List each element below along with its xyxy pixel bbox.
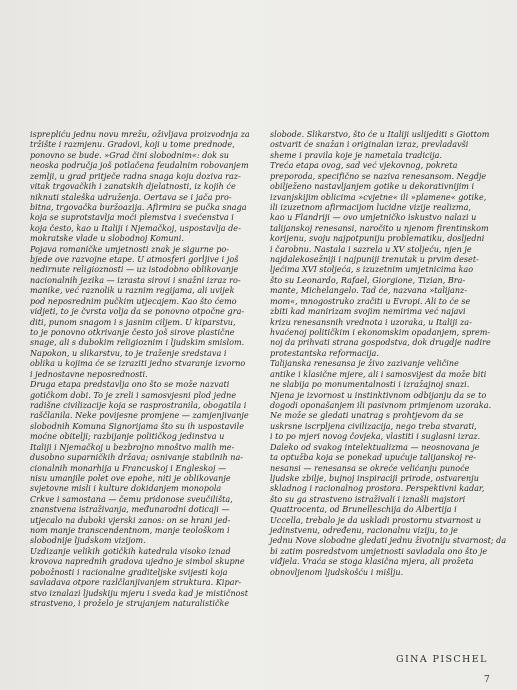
text-line: izvanjskijim oblicima »cvjetne« ili »plamene« gotike, bbox=[270, 192, 487, 202]
text-line: skladnog i racionalnog prostora. Perspektivni kadar, bbox=[270, 484, 485, 494]
text-line: i jednostavne neposrednosti. bbox=[30, 369, 148, 379]
text-line: jedinstvenu, određenu, racionalnu viziju, to je bbox=[270, 526, 458, 536]
text-line: Talijanska renesansa je živo zazivanje veličine bbox=[270, 359, 459, 369]
text-line: oblika u kojima će se izraziti jedno stvaranje izvorno bbox=[30, 359, 246, 369]
text-line: protestantska reformacija. bbox=[270, 348, 379, 358]
text-line: nom manje transcendentnom, manje teološkom i bbox=[30, 526, 230, 536]
text-line: gotičkom dobi. To je zreli i samosvjesni plod jedne bbox=[30, 390, 237, 400]
text-line: što su Leonardo, Rafael, Giorgione, Tizian, Bra- bbox=[270, 275, 466, 285]
text-line: radišne civilizacije koja se rasprostranila, obogatila i bbox=[30, 400, 247, 410]
text-line: koja se suprotstavlja moći plemstva i svećenstva i bbox=[30, 213, 234, 223]
text-line: to je ponovno otkrivanje često još sirove plastične bbox=[30, 328, 235, 338]
text-line: znanstvena istraživanja, međunarodni doticaji — bbox=[30, 505, 230, 515]
text-line: pobožnosti i racionalne graditeljske svijesti koja bbox=[30, 567, 228, 577]
text-line: bi zatim posredstvom umjetnosti savladala ono što je bbox=[270, 546, 488, 556]
text-line: ili izuzetnom afirmacijom lucidne vizije realizma, bbox=[270, 202, 471, 212]
text-line: raščlanila. Neke povijesne promjene — zamjenjivanje bbox=[30, 411, 249, 421]
text-line: strastveno, i proželo je strujanjem naturalističke bbox=[30, 598, 230, 608]
text-line: koja često, kao u Italiji i Njemačkoj, uspostavlja de- bbox=[30, 223, 241, 233]
text-line: obnovljenom ljudskošću i mišlju. bbox=[270, 567, 404, 577]
text-line: korijenu, svoju najpotpuniju problematiku, dosljedni bbox=[270, 234, 485, 244]
text-line: neoska područja još potlačena feudalnim robovanjem bbox=[30, 161, 249, 171]
text-line: nesansi — renesansa se okreće velićanju punoće bbox=[270, 463, 470, 473]
text-line: svjetovne misli i kulture dokidanjem monopola bbox=[30, 484, 222, 494]
text-line: dogodi oponašanjem ili pasivnom primjenom uzoraka. bbox=[270, 400, 492, 410]
text-line: Druga etapa predstavlja ono što se može nazvati bbox=[30, 380, 230, 390]
text-line: krovova naprednih gradova ujedno je simbol skupne bbox=[30, 557, 245, 567]
text-line: Napokon, u slikarstvu, to je traženje sredstava i bbox=[30, 348, 227, 358]
text-line: zemlji, u grad pritječe radna snaga koju doziva raz- bbox=[30, 171, 241, 181]
text-line: Uccella, trebalo je da uskladi prostornu stvarnost u bbox=[270, 515, 482, 525]
text-line: mokratske vlade u slobodnoj Komuni. bbox=[30, 234, 184, 244]
text-line: niknuti staleška udruženja. Oertava se i jača pro- bbox=[30, 192, 232, 202]
text-line: ljećima XVI stoljeća, s izuzetnim umjetnicima kao bbox=[270, 265, 474, 275]
page-number: 7 bbox=[484, 675, 490, 685]
text-line: pod neposrednim pučkim utjecajem. Kao što ćemo bbox=[30, 296, 237, 306]
text-line: snage, ali s dubokim religioznim i ljudskim smislom. bbox=[30, 338, 245, 348]
text-line: mante, Michelangelo. Tad će, nazvana »talijanz- bbox=[270, 286, 468, 296]
text-line: bitna, trgovačka buržoazija. Afirmira se pučka snaga bbox=[30, 202, 247, 212]
text-line: slobodnije ljudskom vizijom. bbox=[30, 536, 146, 546]
text-line: ta optužba koja se ponekad upućuje talijanskoj re- bbox=[270, 453, 476, 463]
text-line: nisu umanjile polet ove epohe, niti je oblikovanje bbox=[30, 473, 231, 483]
text-line: Quattrocenta, od Brunelleschija do Albertija i bbox=[270, 505, 457, 515]
text-line: vitak trgovačkih i zanatskih djelatnosti, iz kojih će bbox=[30, 182, 236, 192]
text-line: Italiji i Njemačkoj u bezbrojno mnoštvo malih me- bbox=[30, 442, 235, 452]
text-line: hvaćenoj političkim i ekonomskim opadanjem, sprem- bbox=[270, 328, 491, 338]
text-line: ne slabija po monumentalnosti i izražajnoj snazi. bbox=[270, 380, 470, 390]
text-line: savladava otpore razlčlanjivanjem struktura. Kipar- bbox=[30, 578, 242, 588]
text-line: cionalnih monarhija u Francuskoj i Engleskoj — bbox=[30, 463, 227, 473]
text-line: slobodnih Komuna Signorijama što su ih uspostavile bbox=[30, 421, 245, 431]
text-line: ljudske zbilje, bujnoj inspiraciji prirode, ostvarenju bbox=[270, 473, 479, 483]
text-line: stvo iznalazi ljudskiju mjeru i sveda kad je mističnost bbox=[30, 588, 248, 598]
text-line: nacionalnih jezika — izrasta sirovi i snažni izraz ro- bbox=[30, 275, 241, 285]
text-line: moćne obitelji; razbijanje političkog jedinstva u bbox=[30, 432, 225, 442]
text-line: utjecalo na duboki vjerski zanos: on se hrani jed- bbox=[30, 515, 231, 525]
text-line: bjede ove razvojne etape. U atmosferi gorljive i još bbox=[30, 255, 239, 265]
text-line: krizu renesansnih vrednota i uzoraka, u Italiji za- bbox=[270, 317, 472, 327]
text-line: zbiti kad manirizam svojim nemirima već najavi bbox=[270, 307, 466, 317]
text-line: i to po mjeri novog čovjeka, vlastiti i suglasni izraz. bbox=[270, 432, 481, 442]
text-line: kao u Flandriji — ovo umjetničko iskustvo nalazi u bbox=[270, 213, 477, 223]
text-line: nedirnute religioznosti — uz istodobno oblikovanje bbox=[30, 265, 239, 275]
text-line: obilježeno nastavljanjem gotike u dekorativnijim i bbox=[270, 182, 475, 192]
text-line: Uzdizanje velikih gotičkih katedrala visoko iznad bbox=[30, 546, 231, 556]
text-line: ponovno se bude. »Grad čini slobodnim«: dok su bbox=[30, 150, 229, 160]
text-line: manike, već raznolik u raznim regijama, ali uvijek bbox=[30, 286, 235, 296]
text-line: antike i klasične mjere, ali i samosvijest da može biti bbox=[270, 369, 487, 379]
text-line: Treća etapa ovog, sad već vjekovnog, pokreta bbox=[270, 161, 458, 171]
text-line: viđjela. Vraća se stoga klasična mjera, ali prožeta bbox=[270, 557, 474, 567]
text-line: Crkve i samostana — čemu pridonose sveučilišta, bbox=[30, 494, 233, 504]
text-line: slobode. Slikarstvo, što će u Italiji uslijediti s Giottom bbox=[270, 130, 490, 139]
text-line: tržište i razmjenu. Gradovi, koji u tome prednode, bbox=[30, 140, 235, 150]
text-line: Daleko od svakog intelektualizma — neosnovana je bbox=[270, 442, 480, 452]
text-line: Ne može se gledati unatrag s prohtjevom da se bbox=[270, 411, 464, 421]
text-line: uskrsne iscrpljena civilizacija, nego treba stvarati, bbox=[270, 421, 477, 431]
text-line: sheme i pravila koje je nametala tradicija. bbox=[270, 150, 443, 160]
text-line: dusobno suparničkih država; osnivanje stabilnih na- bbox=[30, 453, 243, 463]
text-line: talijanskoj renesansi, naročito u njenom firentinskom bbox=[270, 223, 489, 233]
author-signature: GINA PISCHEL bbox=[396, 654, 488, 665]
text-line: preporoda, specifično se naziva renesansom. Negdje bbox=[270, 171, 487, 181]
text-line: jednu Nove slobodne gledati jednu životniju stvarnost; da bbox=[270, 536, 507, 546]
text-line: najdalekosežniji i najpuniji trenutak u prvim deset- bbox=[270, 255, 479, 265]
text-line: isprepliću jednu novu mrežu, oživljava proizvodnja za bbox=[30, 130, 250, 139]
text-line: Pojava romaničke umjetnosti znak je sigurne po- bbox=[30, 244, 230, 254]
text-line: diti, punom snagom i s jasnim ciljem. U kiparstvu, bbox=[30, 317, 236, 327]
right-text-column bbox=[270, 130, 507, 578]
text-line: vidjeti, to je čvrsta volja da se ponovno otpočne gra- bbox=[30, 307, 245, 317]
text-line: i čarobnu. Nastala i sazrela u XV stoljeću, njen je bbox=[270, 244, 472, 254]
text-line: što su ga strastveno istraživali i iznašli majstori bbox=[270, 494, 466, 504]
left-text-column bbox=[30, 130, 258, 609]
text-line: mom«, mnogostruko zračiti u Evropi. Ali to će se bbox=[270, 296, 471, 306]
text-line: ostvarit će snažan i originalan izraz, prevladavši bbox=[270, 140, 469, 150]
text-line: noj da prihvati strana gospodstva, dok drugdje nadire bbox=[270, 338, 491, 348]
text-line: Njena je izvornost u instinktivnom odbijanju da se to bbox=[270, 390, 487, 400]
